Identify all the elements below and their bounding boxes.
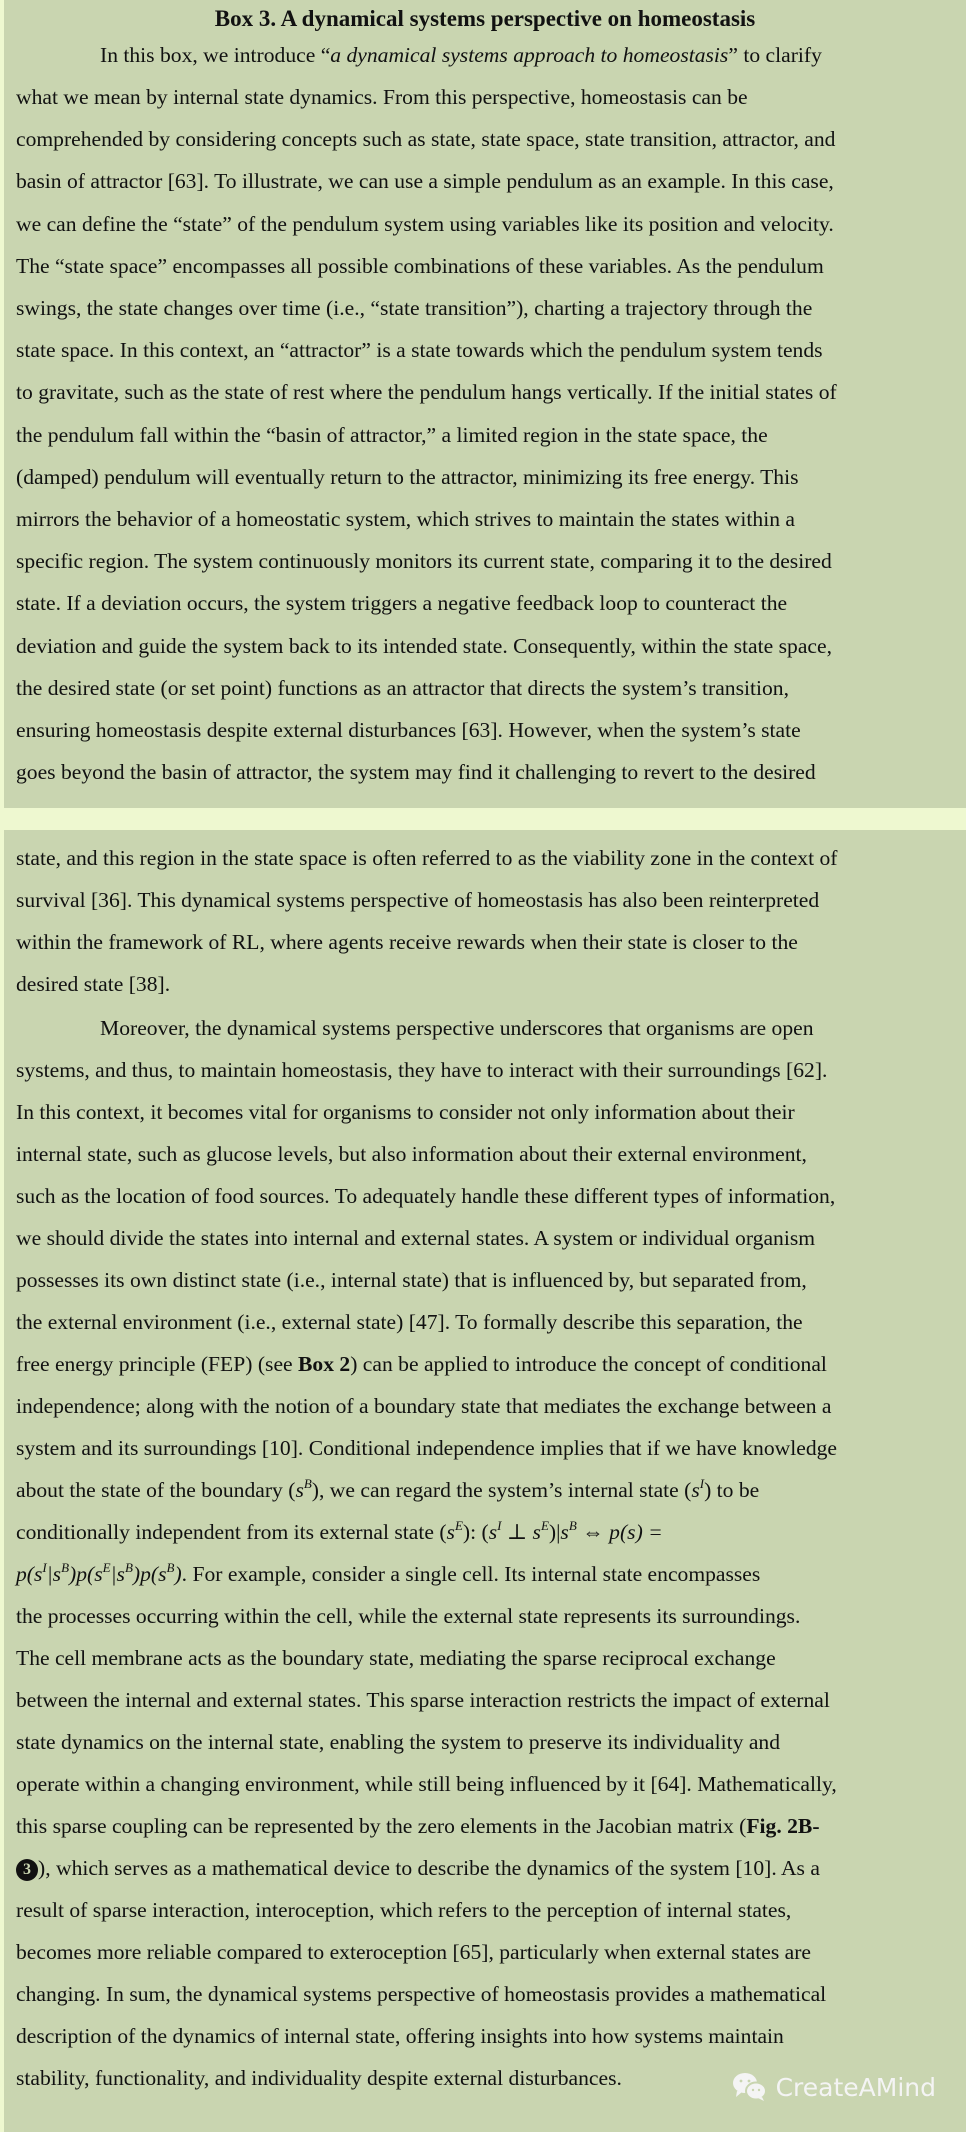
text-line: becomes more reliable compared to exteroception [65], particularly when external states are (16, 1940, 812, 1964)
text-line: desired state [38]. (16, 972, 171, 996)
formula-line: $p(s^I|s^B)p(s^E|s^B)p(s^B)$. For example, consider a single cell. Its internal state encompasses (16, 1560, 761, 1586)
text-line: basin of attractor [63]. To illustrate, we can use a simple pendulum as an example. In this case, (16, 169, 834, 194)
text-line: ensuring homeostasis despite external disturbances [63]. However, when the system’s state (16, 718, 801, 742)
text-line: description of the dynamics of internal state, offering insights into how systems maintain (16, 2024, 784, 2048)
box-panel-top (4, 0, 966, 808)
text-line: result of sparse interaction, interoception, which refers to the perception of internal states, (16, 1898, 792, 1922)
text-line: state space. In this context, an “attractor” is a state towards which the pendulum system tends (16, 338, 823, 363)
text-line: this sparse coupling can be represented by the zero elements in the Jacobian matrix (Fig. 2B- (16, 1814, 820, 1838)
text-line: to gravitate, such as the state of rest where the pendulum hangs vertically. If the initial states of (16, 380, 837, 405)
text-line: mirrors the behavior of a homeostatic system, which strives to maintain the states within a (16, 507, 795, 531)
number-3-circle-icon: 3 (16, 1859, 38, 1881)
watermark-text: CreateAMind (775, 2072, 936, 2102)
wechat-icon (732, 2072, 768, 2102)
text-line: within the framework of RL, where agents receive rewards when their state is closer to the (16, 930, 798, 954)
text-line: the external environment (i.e., external state) [47]. To formally describe this separation, the (16, 1310, 803, 1334)
text-line: In this box, we introduce “a dynamical systems approach to homeostasis” to clarify (100, 43, 822, 67)
text-line: The cell membrane acts as the boundary state, mediating the sparse reciprocal exchange (16, 1646, 776, 1670)
text-line: Moreover, the dynamical systems perspective underscores that organisms are open (100, 1016, 814, 1040)
text-line: (damped) pendulum will eventually return to the attractor, minimizing its free energy. This (16, 464, 799, 489)
text-line: free energy principle (FEP) (see Box 2) can be applied to introduce the concept of conditional (16, 1352, 827, 1376)
text-line: internal state, such as glucose levels, but also information about their external environment, (16, 1142, 807, 1166)
text-line: state dynamics on the internal state, enabling the system to preserve its individuality and (16, 1730, 780, 1754)
text-line: stability, functionality, and individuality despite external disturbances. (16, 2066, 622, 2090)
text-line: independence; along with the notion of a boundary state that mediates the exchange between a (16, 1394, 832, 1418)
text-line: swings, the state changes over time (i.e., “state transition”), charting a trajectory through the (16, 296, 813, 320)
text-line: system and its surroundings [10]. Conditional independence implies that if we have knowledge (16, 1436, 837, 1460)
text-line: The “state space” encompasses all possible combinations of these variables. As the pendulum (16, 253, 824, 278)
watermark (732, 2072, 936, 2102)
text-line: we can define the “state” of the pendulum system using variables like its position and velocity. (16, 211, 834, 236)
text-line: changing. In sum, the dynamical systems perspective of homeostasis provides a mathematical (16, 1982, 827, 2006)
box-title: Box 3. A dynamical systems perspective on homeostasis (214, 6, 756, 31)
text-line: possesses its own distinct state (i.e., internal state) that is influenced by, but separated from, (16, 1268, 807, 1292)
text-line: state. If a deviation occurs, the system triggers a negative feedback loop to counteract the (16, 591, 788, 616)
text-line: what we mean by internal state dynamics. From this perspective, homeostasis can be (16, 85, 748, 109)
box-panel-bottom (4, 830, 966, 2132)
text-line: conditionally independent from its external state $(s^E)$: ($s^I$ ⊥ $s^E)|s^B$ ⇔ p(s) = (16, 1518, 663, 1544)
text-line: between the internal and external states. This sparse interaction restricts the impact of external (16, 1688, 830, 1712)
text-line: comprehended by considering concepts such as state, state space, state transition, attractor, and (16, 127, 836, 152)
text-line: such as the location of food sources. To adequately handle these different types of information, (16, 1184, 836, 1208)
text-line: about the state of the boundary $(s^B)$, we can regard the system’s internal state $(s^I)$ to be (16, 1476, 760, 1502)
text-line: operate within a changing environment, while still being influenced by it [64]. Mathematically, (16, 1772, 837, 1796)
text-line: survival [36]. This dynamical systems perspective of homeostasis has also been reinterpreted (16, 888, 820, 912)
text-line: we should divide the states into internal and external states. A system or individual organism (16, 1226, 816, 1250)
text-line: goes beyond the basin of attractor, the system may find it challenging to revert to the desired (16, 760, 816, 785)
text-line: In this context, it becomes vital for organisms to consider not only information about their (16, 1100, 795, 1124)
text-line: state, and this region in the state space is often referred to as the viability zone in the context of (16, 846, 838, 870)
text-line: the desired state (or set point) functions as an attractor that directs the system’s transition, (16, 675, 789, 700)
text-line: the pendulum fall within the “basin of attractor,” a limited region in the state space, the (16, 422, 768, 447)
text-line: the processes occurring within the cell, while the external state represents its surroundings. (16, 1604, 801, 1628)
text-line: deviation and guide the system back to its intended state. Consequently, within the state space, (16, 633, 832, 658)
text-line: systems, and thus, to maintain homeostasis, they have to interact with their surroundings [62]. (16, 1058, 828, 1082)
text-line: 3 ), which serves as a mathematical device to describe the dynamics of the system [10]. As a (16, 1853, 820, 1883)
text-line: specific region. The system continuously monitors its current state, comparing it to the desired (16, 549, 832, 574)
